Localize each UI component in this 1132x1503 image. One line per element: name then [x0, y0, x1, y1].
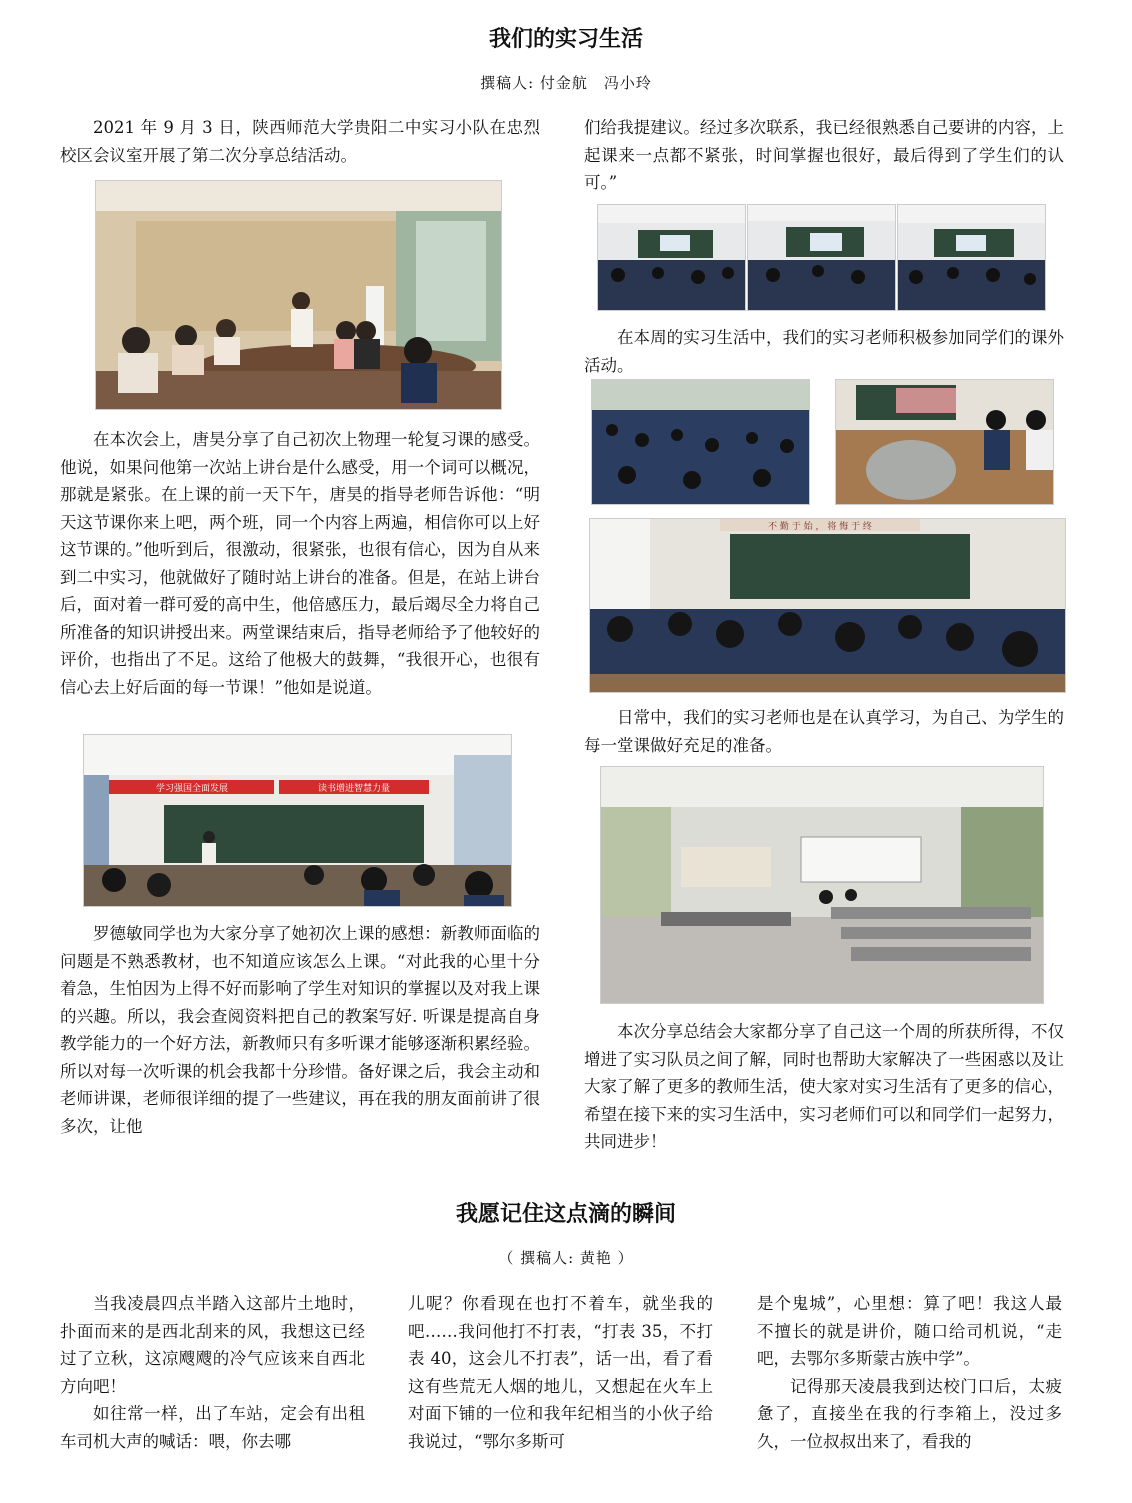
classroom-students-photo [589, 518, 1066, 693]
luodemin-paragraph: 罗德敏同学也为大家分享了她初次上课的感想：新教师面临的问题是不熟悉教材，也不知道应该怎么上课。“对此我的心里十分着急，生怕因为上得不好而影响了学生对知识的掌握以及对我上课的兴趣。所以，我会查阅资料把自己的教案写好. 听课是提高自身教学能力的一个好方法，新教师只有多听课才能够逐渐积累经验。所以对每一次听课的机会我都十分珍惜。备好课之后，我会主动和老师讲课，老师很详细的提了一些建议，再在我的朋友面前讲了很多次，让他 [60, 924, 540, 1136]
lecture-photo-3 [897, 204, 1046, 311]
article2-col3-paragraph-2: 记得那天凌晨我到达校门口后，太疲惫了，直接坐在我的行李箱上，没过多久，一位叔叔出来了，看我的 [757, 1376, 1062, 1451]
meeting-photo [95, 180, 502, 410]
article2-col1-paragraph-2: 如往常一样，出了车站，定会有出租车司机大声的喊话：喂，你去哪 [60, 1404, 365, 1451]
article2-column-1 [60, 1290, 365, 1455]
classroom-banner-right: 读书增进智慧力量 [317, 784, 391, 794]
luodemin-paragraph-continued: 们给我提建议。经过多次联系，我已经很熟悉自己要讲的内容，上起课来一点都不紧张，时间掌握也很好，最后得到了学生们的认可。” [584, 118, 1064, 192]
indoor-activity-photo [835, 379, 1054, 505]
article2-col3-paragraph: 是个鬼城”，心里想：算了吧！我这人最不擅长的就是讲价，随口给司机说，“走吧，去鄂尔多斯蒙古族中学”。 [757, 1294, 1062, 1368]
study-paragraph: 日常中，我们的实习老师也是在认真学习，为自己、为学生的每一堂课做好充足的准备。 [584, 708, 1064, 755]
classroom-slogan: 不 勤 于 始 ， 将 悔 于 终 [768, 522, 872, 532]
article2-column-3 [757, 1290, 1062, 1455]
summary-paragraph: 本次分享总结会大家都分享了自己这一个周的所获所得，不仅增进了实习队员之间了解，同时也帮助大家解决了一些困惑以及让大家了解了更多的教师生活，使大家对实习生活有了更多的信心，希望在接下来的实习生活中，实习老师们可以和同学们一起努力，共同进步！ [584, 1022, 1064, 1151]
outdoor-activity-photo [591, 379, 810, 505]
article-byline: 撰稿人: 付金航 冯小玲 [480, 74, 652, 92]
classroom-banner-left: 学习强国全面发展 [155, 784, 229, 794]
article2-col2-paragraph: 儿呢？你看现在也打不着车，就坐我的吧……我问他打不打表，“打表 35，不打表 40，这会儿不打表”，话一出，看了看这有些荒无人烟的地儿，又想起在火车上对面下铺的一位和我年纪相当的小伙子给我说过，“鄂尔多斯可 [408, 1294, 713, 1451]
study-room-photo [600, 766, 1044, 1004]
article2-byline: （ 撰稿人: 黄艳 ） [498, 1249, 634, 1267]
teaching-photo [83, 734, 512, 907]
article-title: 我们的实习生活 [488, 26, 643, 52]
article2-col1-paragraph: 当我凌晨四点半踏入这部片土地时，扑面而来的是西北刮来的风，我想这已经过了立秋，这凉飕飕的冷气应该来自西北方向吧！ [60, 1294, 365, 1396]
article2-title: 我愿记住这点滴的瞬间 [455, 1201, 676, 1227]
lecture-photo-2 [747, 204, 896, 311]
intro-paragraph: 2021 年 9 月 3 日，陕西师范大学贵阳二中实习小队在忠烈校区会议室开展了第二次分享总结活动。 [60, 118, 540, 165]
article2-column-2 [408, 1290, 713, 1455]
activity-paragraph: 在本周的实习生活中，我们的实习老师积极参加同学们的课外活动。 [584, 328, 1064, 375]
lecture-photo-1 [597, 204, 746, 311]
tanghao-paragraph: 在本次会上，唐昊分享了自己初次上物理一轮复习课的感受。他说，如果问他第一次站上讲台是什么感受，用一个词可以概况，那就是紧张。在上课的前一天下午，唐昊的指导老师告诉他：“明天这节课你来上吧，两个班，同一个内容上两遍，相信你可以上好这节课的。”他听到后，很激动，很紧张，也很有信心，因为自从来到二中实习，他就做好了随时站上讲台的准备。但是，在站上讲台后，面对着一群可爱的高中生，他倍感压力，最后竭尽全力将自己所准备的知识讲授出来。两堂课结束后，指导老师给予了他较好的评价，也指出了不足。这给了他极大的鼓舞，“我很开心，也很有信心去上好后面的每一节课！”他如是说道。 [60, 430, 540, 697]
